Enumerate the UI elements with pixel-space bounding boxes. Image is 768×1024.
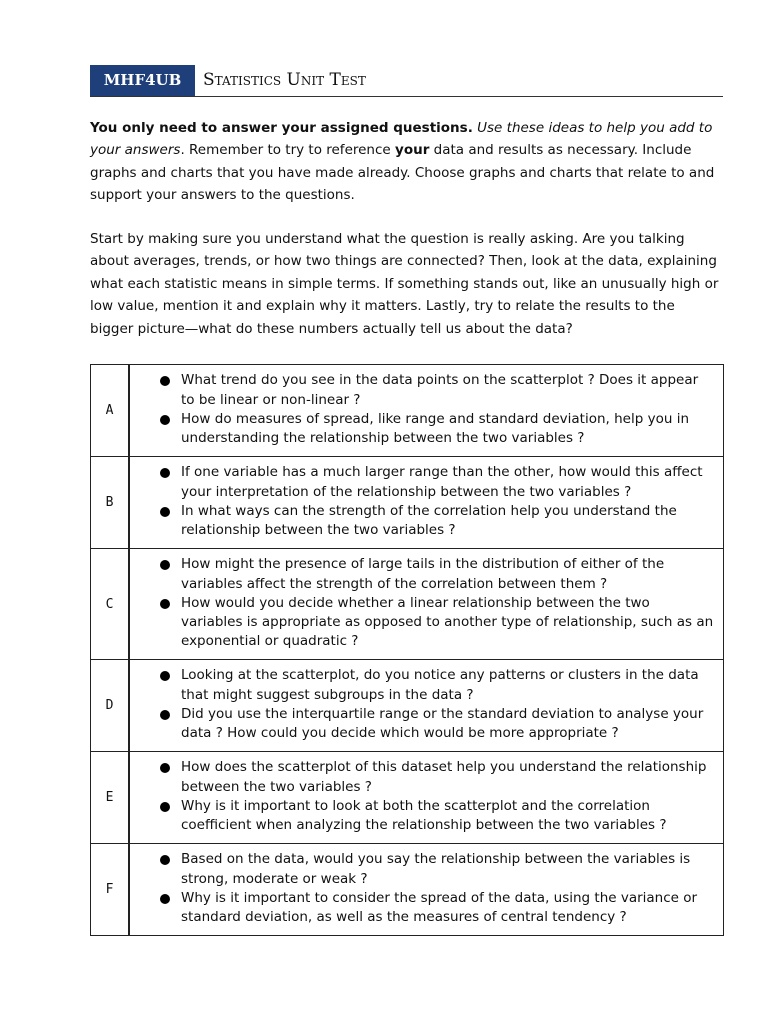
instructions-your: your — [395, 142, 430, 159]
question-item — [160, 410, 715, 449]
question-list — [160, 463, 715, 540]
bullet-icon — [160, 468, 170, 478]
question-item — [160, 463, 715, 502]
question-text: How would you decide whether a linear relationship between the two variables is appropriate as opposed to another type of relationship, such as an exponential or quadratic ? — [181, 594, 714, 650]
bullet-icon — [160, 763, 170, 773]
bullet-icon — [160, 599, 170, 609]
question-text: How might the presence of large tails in the distribution of either of the variables affect the strength of the correlation between them ? — [181, 556, 665, 592]
question-list — [160, 666, 715, 743]
bullet-icon — [160, 802, 170, 812]
bullet-icon — [160, 671, 170, 681]
instructions-paragraph — [90, 117, 720, 207]
question-list — [160, 555, 715, 651]
bullet-icon — [160, 894, 170, 904]
question-items-cell — [129, 365, 724, 457]
question-list — [160, 758, 715, 835]
question-items-cell — [129, 752, 724, 844]
question-item — [160, 850, 715, 889]
question-item — [160, 555, 715, 594]
instructions-emphasis: You only need to answer your assigned questions. — [90, 120, 473, 136]
question-text: How does the scatterplot of this dataset help you understand the relationship between the two variables ? — [181, 759, 707, 795]
guidance-paragraph: Start by making sure you understand what the question is really asking. Are you talking about averages, trends, or how two things are connected? Then, look at the data, explaining what each statistic means in simple terms. If something stands out, like an unusually high or low value, mention it and explain why it matters. Lastly, try to relate the results to the bigger picture—what do these numbers actually tell us about the data? — [90, 231, 719, 337]
questions-table — [90, 364, 724, 936]
question-text: If one variable has a much larger range than the other, how would this affect your interpretation of the relationship between the two variables ? — [181, 464, 703, 500]
question-label: A — [91, 365, 130, 457]
bullet-icon — [160, 560, 170, 570]
question-items-cell — [129, 549, 724, 660]
question-text: Looking at the scatterplot, do you notice any patterns or clusters in the data that might suggest subgroups in the data ? — [181, 667, 699, 703]
question-label: F — [91, 844, 130, 936]
question-label: B — [91, 457, 130, 549]
instructions-italic: Use these ideas to help you add to your answers — [90, 120, 713, 159]
question-text: In what ways can the strength of the correlation help you understand the relationship between the two variables ? — [181, 503, 677, 539]
question-text: How do measures of spread, like range and standard deviation, help you in understanding the relationship between the two variables ? — [181, 411, 690, 447]
question-row — [91, 457, 724, 549]
question-row — [91, 660, 724, 752]
question-row — [91, 844, 724, 936]
bullet-icon — [160, 507, 170, 517]
question-item — [160, 594, 715, 652]
question-item — [160, 889, 715, 928]
question-text: Based on the data, would you say the relationship between the variables is strong, moderate or weak ? — [181, 851, 691, 887]
question-item — [160, 705, 715, 744]
question-items-cell — [129, 457, 724, 549]
bullet-icon — [160, 415, 170, 425]
bullet-icon — [160, 376, 170, 386]
bullet-icon — [160, 855, 170, 865]
question-text: Why is it important to look at both the scatterplot and the correlation coefficient when analyzing the relationship between the two variables ? — [181, 798, 667, 834]
question-items-cell — [129, 844, 724, 936]
question-row — [91, 549, 724, 660]
document-header — [90, 65, 723, 97]
instructions-text-b: data and results as necessary. Include graphs and charts that you have made already. Choose graphs and charts that relate to and support your answers to the questions. — [90, 142, 715, 204]
document-title: Statistics Unit Test — [203, 70, 366, 90]
question-row — [91, 752, 724, 844]
course-code-badge: MHF4UB — [90, 65, 195, 96]
question-row — [91, 365, 724, 457]
question-label: E — [91, 752, 130, 844]
question-list — [160, 850, 715, 927]
question-items-cell — [129, 660, 724, 752]
question-item — [160, 371, 715, 410]
question-item — [160, 758, 715, 797]
question-list — [160, 371, 715, 448]
question-text: Did you use the interquartile range or the standard deviation to analyse your data ? How could you decide which would be more appropriate ? — [181, 706, 704, 742]
question-label: D — [91, 660, 130, 752]
question-item — [160, 666, 715, 705]
question-item — [160, 502, 715, 541]
question-label: C — [91, 549, 130, 660]
bullet-icon — [160, 710, 170, 720]
question-text: Why is it important to consider the spread of the data, using the variance or standard deviation, as well as the measures of central tendency ? — [181, 890, 698, 926]
instructions-text-a: . Remember to try to reference — [180, 142, 396, 159]
question-item — [160, 797, 715, 836]
question-text: What trend do you see in the data points on the scatterplot ? Does it appear to be linear or non-linear ? — [181, 372, 699, 408]
